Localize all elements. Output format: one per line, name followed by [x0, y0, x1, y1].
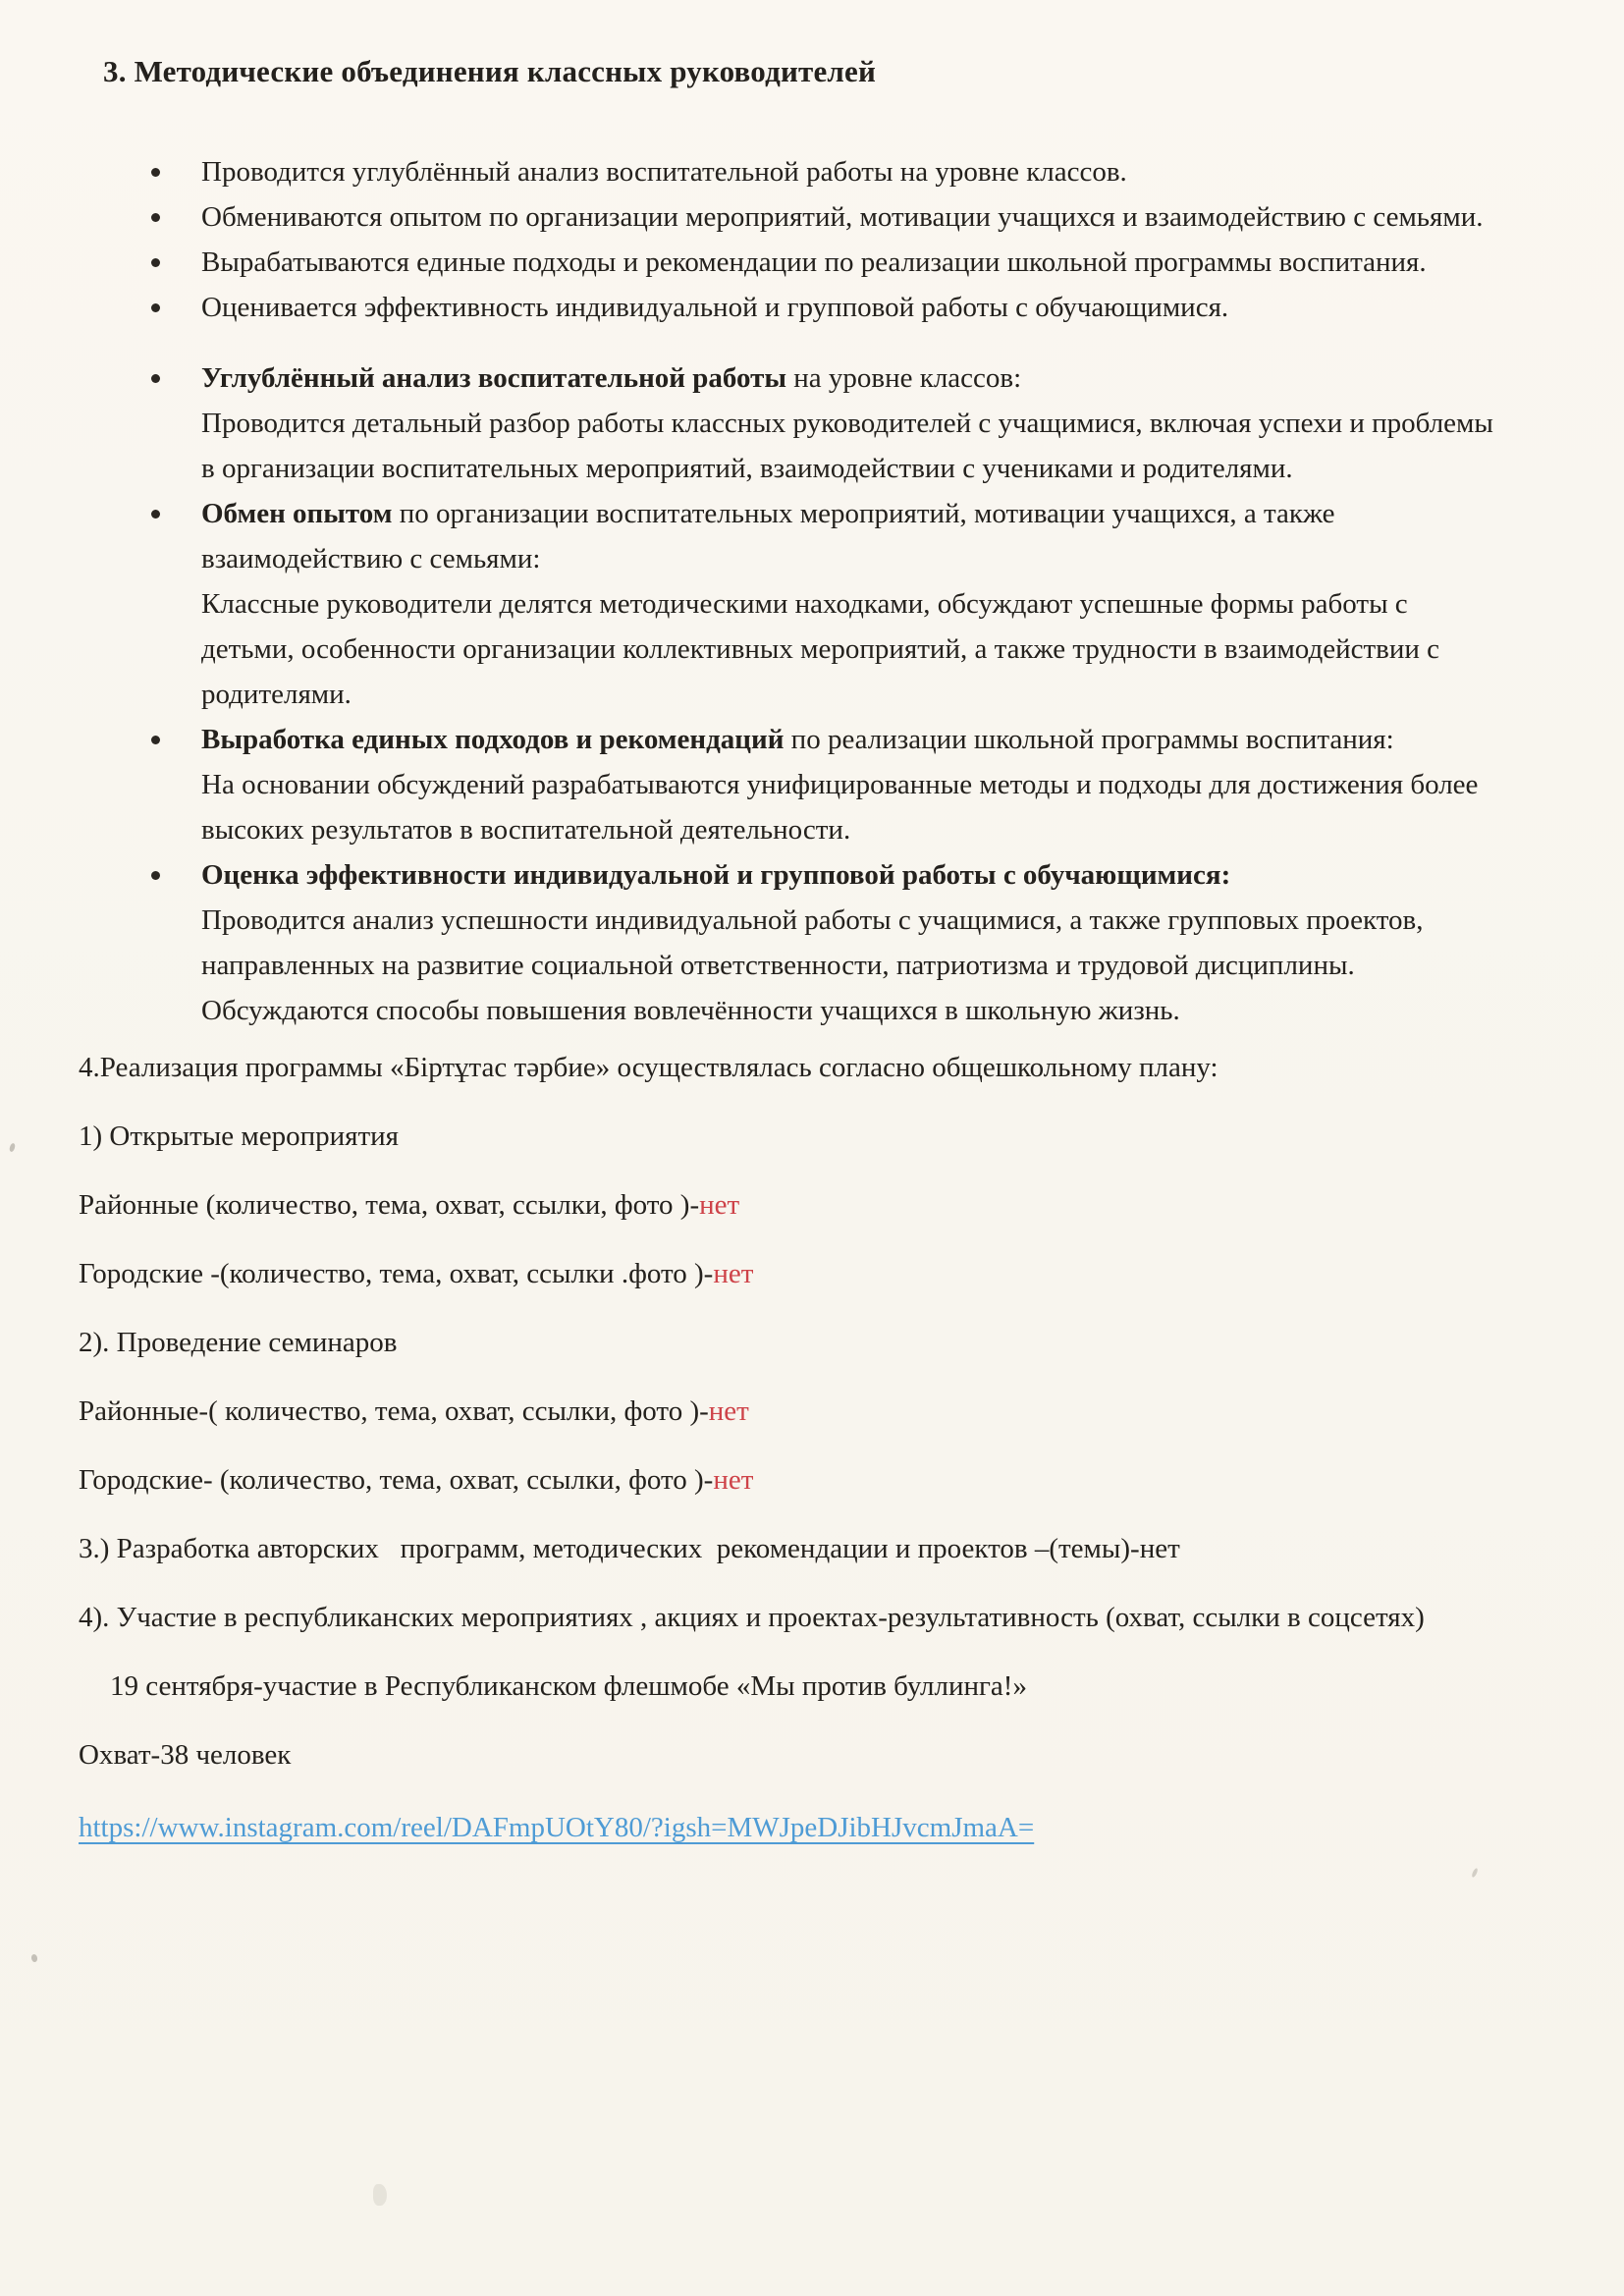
plan-line-text: 3.) Разработка авторских программ, методических рекомендации и проектов –(темы)-нет — [79, 1533, 1180, 1564]
plan-line-text: Городские- (количество, тема, охват, ссылки, фото )- — [79, 1464, 714, 1496]
bullet-dot-icon — [151, 168, 160, 177]
bullet-lead-bold: Углублённый анализ воспитательной работы — [201, 362, 787, 394]
bullet-dot-icon — [151, 213, 160, 222]
bullet-lead — [201, 355, 1502, 401]
bullet-text: Обмениваются опытом по организации мероприятий, мотивации учащихся и взаимодействию с семьями. — [201, 201, 1484, 233]
bullet-lead — [201, 717, 1502, 762]
plan-line-text: Охват-38 человек — [79, 1739, 292, 1771]
bullet-item — [79, 194, 1502, 240]
plan-line-text: Районные-( количество, тема, охват, ссылки, фото )- — [79, 1395, 709, 1427]
plan-line-republican-participation — [79, 1595, 1538, 1640]
scan-artifact — [9, 1142, 17, 1152]
plan-line-text: 1) Открытые мероприятия — [79, 1121, 400, 1152]
plan-line-open-events — [79, 1114, 1538, 1159]
bullet-item — [79, 240, 1502, 285]
bullet-lead-rest: на уровне классов: — [786, 362, 1022, 394]
plan-line-text: Районные (количество, тема, охват, ссылки, фото )- — [79, 1189, 700, 1221]
bullet-dot-icon — [151, 510, 160, 519]
bullet-detail: Проводится детальный разбор работы классных руководителей с учащимися, включая успехи и проблемы в организации воспитательных мероприятий, взаимодействии с учениками и родителями. — [201, 408, 1493, 484]
bullet-lead-rest: по реализации школьной программы воспитания: — [784, 724, 1394, 755]
bullet-item — [79, 355, 1502, 491]
bullet-text: Оценивается эффективность индивидуальной и групповой работы с обучающимися. — [201, 292, 1229, 323]
plan-line-city-events — [79, 1251, 1538, 1296]
plan-line-text: 19 сентября-участие в Республиканском флешмобе «Мы против буллинга!» — [110, 1670, 1027, 1702]
bullet-lead — [201, 491, 1502, 581]
plan-line-district-seminars — [79, 1389, 1538, 1434]
plan-line-text: Городские -(количество, тема, охват, ссылки .фото )- — [79, 1258, 714, 1289]
scan-artifact — [1471, 1868, 1479, 1879]
bullet-lead-rest: по организации воспитательных мероприятий, мотивации учащихся, а также взаимодействию с семьями: — [201, 498, 1335, 574]
bullet-lead-bold: Выработка единых подходов и рекомендаций — [201, 724, 785, 755]
plan-line-negative-value: нет — [699, 1189, 740, 1221]
bullet-detail: Классные руководители делятся методическими находками, обсуждают успешные формы работы с детьми, особенности организации коллективных мероприятий, а также трудности в взаимодействии с родителями. — [201, 588, 1440, 710]
section-heading: 3. Методические объединения классных руководителей — [103, 54, 877, 88]
plan-line-flashmob — [79, 1664, 1538, 1709]
overview-bullet-list — [79, 149, 1502, 330]
bullet-text: Вырабатываются единые подходы и рекомендации по реализации школьной программы воспитания. — [201, 246, 1427, 278]
paragraph-program-realization: 4.Реализация программы «Біртұтас тәрбие» осуществлялась согласно общешкольному плану: — [79, 1052, 1218, 1083]
bullet-detail: На основании обсуждений разрабатываются унифицированные методы и подходы для достижения более высоких результатов в воспитательной деятельности. — [201, 769, 1479, 846]
bullet-lead-bold: Обмен опытом — [201, 498, 393, 529]
plan-line-seminars — [79, 1320, 1538, 1365]
scan-artifact — [373, 2184, 387, 2206]
bullet-lead-bold: Оценка эффективности индивидуальной и групповой работы с обучающимися: — [201, 859, 1231, 891]
bullet-text: Проводится углублённый анализ воспитательной работы на уровне классов. — [201, 156, 1127, 188]
detail-bullet-list — [79, 355, 1502, 1033]
scan-artifact — [30, 1953, 38, 1962]
plan-line-district-events — [79, 1182, 1538, 1228]
plan-line-author-programs — [79, 1526, 1538, 1571]
bullet-item — [79, 491, 1502, 717]
instagram-link-line — [79, 1805, 1538, 1850]
plan-line-coverage — [79, 1732, 1538, 1777]
bullet-dot-icon — [151, 871, 160, 880]
plan-line-text: 2). Проведение семинаров — [79, 1327, 398, 1358]
bullet-dot-icon — [151, 303, 160, 312]
bullet-item — [79, 852, 1502, 1033]
plan-line-negative-value: нет — [713, 1258, 754, 1289]
bullet-item — [79, 149, 1502, 194]
bullet-dot-icon — [151, 736, 160, 744]
bullet-item — [79, 717, 1502, 852]
plan-line-negative-value: нет — [713, 1464, 754, 1496]
bullet-detail: Проводится анализ успешности индивидуальной работы с учащимися, а также групповых проектов, направленных на развитие социальной ответственности, патриотизма и трудовой дисциплины. Обсуждаются способы повышения вовлечённости учащихся в школьную жизнь. — [201, 904, 1424, 1026]
bullet-dot-icon — [151, 374, 160, 383]
bullet-item — [79, 285, 1502, 330]
plan-line-city-seminars — [79, 1457, 1538, 1503]
plan-line-negative-value: нет — [708, 1395, 749, 1427]
bullet-dot-icon — [151, 258, 160, 267]
instagram-link[interactable]: https://www.instagram.com/reel/DAFmpUOtY80/?igsh=MWJpeDJibHJvcmJmaA= — [79, 1812, 1035, 1843]
plan-line-text: 4). Участие в республиканских мероприятиях , акциях и проектах-результативность (охват, ссылки в соцсетях) — [79, 1602, 1425, 1633]
bullet-lead — [201, 852, 1502, 898]
